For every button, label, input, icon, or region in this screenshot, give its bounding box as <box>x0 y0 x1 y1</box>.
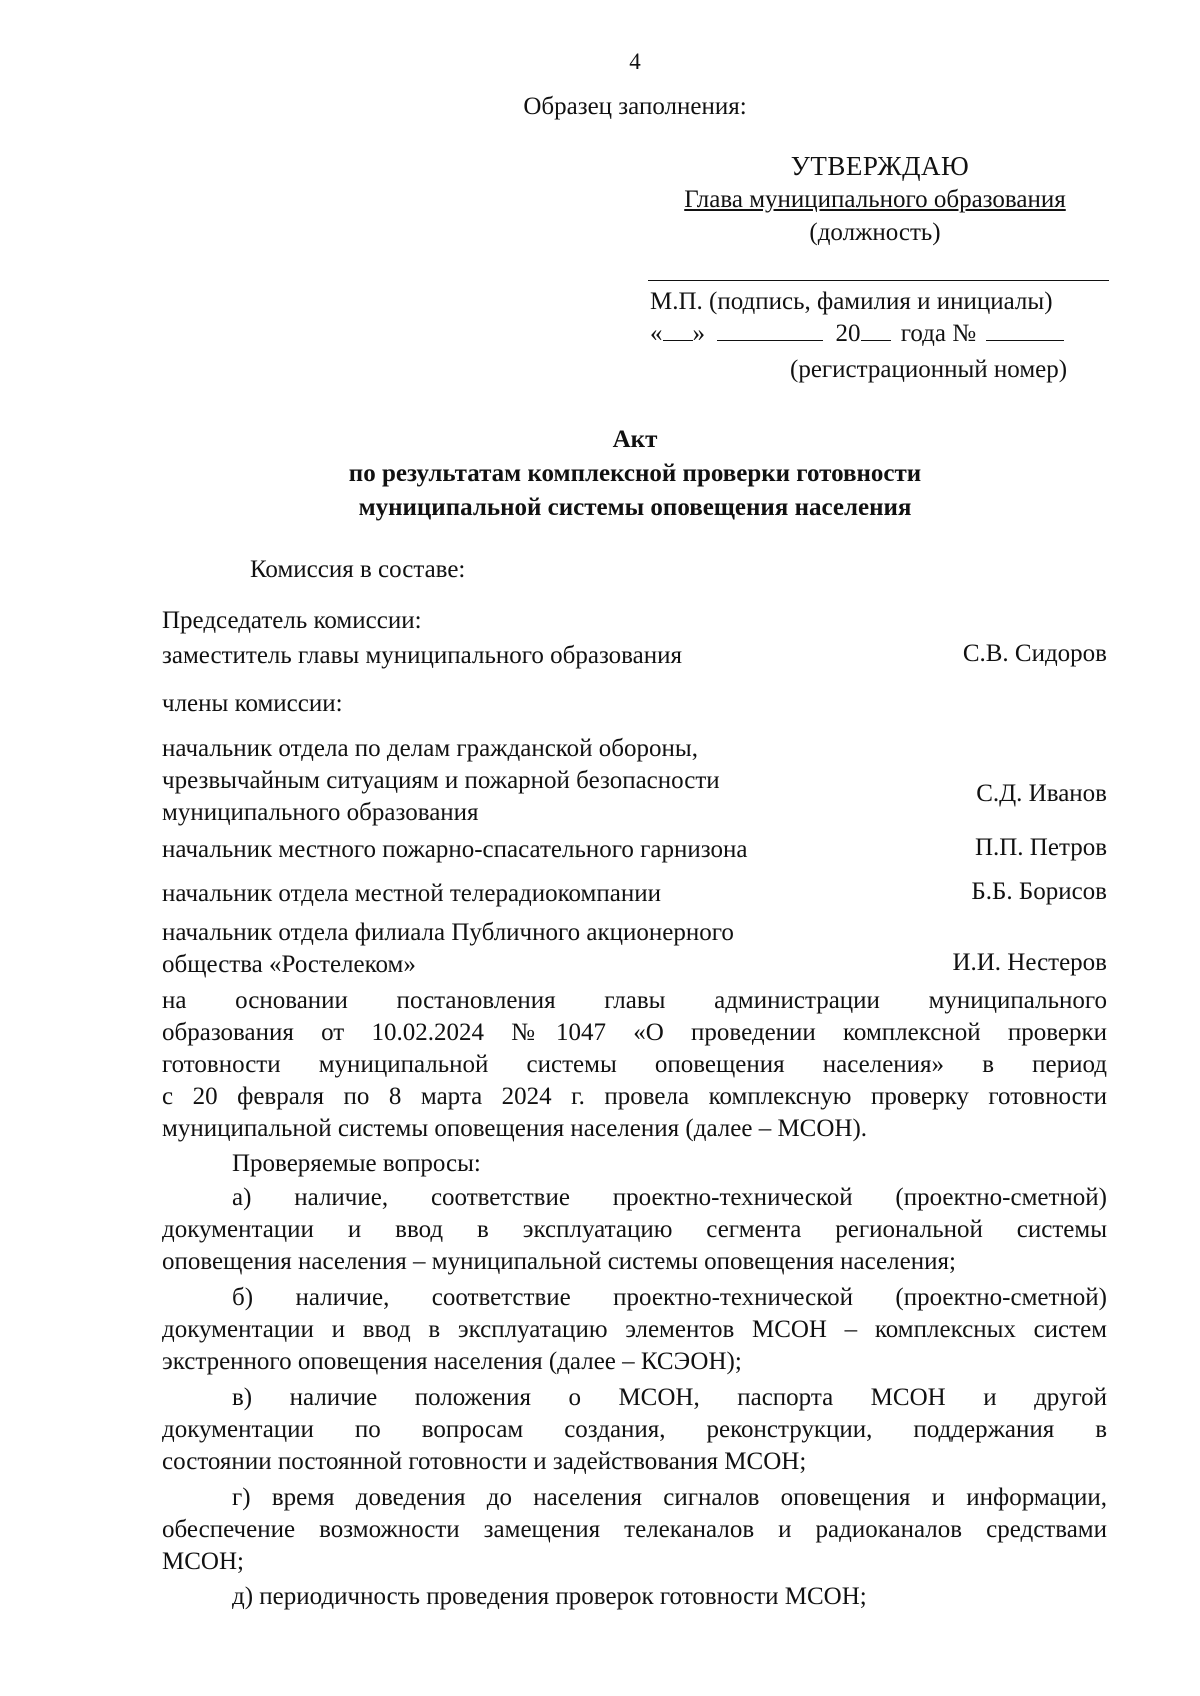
chair-label: Председатель комиссии: <box>162 607 422 634</box>
member-position-line: начальник отдела филиала Публичного акционерного <box>162 919 734 946</box>
commission-intro: Комиссия в составе: <box>250 556 466 583</box>
item-line: документации и ввод в эксплуатацию сегмента региональной системы <box>162 1216 1107 1243</box>
page-number: 4 <box>629 49 641 74</box>
item-line: экстренного оповещения населения (далее – КСЭОН); <box>162 1348 742 1375</box>
approval-block <box>640 150 1110 249</box>
approval-position-caption: (должность) <box>809 219 941 246</box>
item-line: обеспечение возможности замещения телеканалов и радиоканалов средствами <box>162 1516 1107 1543</box>
act-title: Акт <box>612 426 658 453</box>
member-name: Б.Б. Борисов <box>971 878 1107 905</box>
member-position-line: общества «Ростелеком» <box>162 951 416 978</box>
number-blank <box>986 322 1064 341</box>
member-name: С.Д. Иванов <box>976 780 1107 807</box>
registration-caption: (регистрационный номер) <box>790 356 1068 383</box>
approval-position <box>640 183 1110 216</box>
month-blank <box>717 322 823 341</box>
approval-title: УТВЕРЖДАЮ <box>790 151 970 181</box>
member-position-line: муниципального образования <box>162 799 479 826</box>
member-name: П.П. Петров <box>974 834 1107 861</box>
item-line: документации по вопросам создания, реконструкции, поддержания в <box>162 1416 1107 1443</box>
member-position <box>162 733 720 829</box>
checked-label: Проверяемые вопросы: <box>232 1150 481 1177</box>
member-position <box>162 917 734 981</box>
year-prefix: 20 <box>835 320 861 347</box>
member-position-line: чрезвычайным ситуациям и пожарной безопасности <box>162 767 720 794</box>
basis-line: готовности муниципальной системы оповещения населения» в период <box>162 1051 1107 1078</box>
act-subtitle-2: муниципальной системы оповещения населения <box>358 494 912 521</box>
chair-name: С.В. Сидоров <box>962 640 1107 667</box>
year-suffix: года № <box>900 320 977 347</box>
day-blank <box>663 322 693 341</box>
signature-caption: М.П. (подпись, фамилия и инициалы) <box>650 288 1053 315</box>
item-line: оповещения населения – муниципальной системы оповещения населения; <box>162 1248 956 1275</box>
basis-line: образования от 10.02.2024 №1047 «О проведении комплексной проверки <box>162 1019 1107 1046</box>
act-title-block <box>0 423 1200 525</box>
year-blank <box>861 322 891 341</box>
member-name: И.И. Нестеров <box>952 949 1107 976</box>
member-position: начальник отдела местной телерадиокомпании <box>162 880 661 907</box>
date-open-quote: « <box>650 320 663 347</box>
approval-position-text: Глава муниципального образования <box>684 186 1066 213</box>
member-position: начальник местного пожарно-спасательного гарнизона <box>162 836 748 863</box>
item-line: состоянии постоянной готовности и задействования МСОН; <box>162 1448 807 1475</box>
item-line: МСОН; <box>162 1548 244 1575</box>
item-line: а) наличие, соответствие проектно-технической (проектно-сметной) <box>232 1184 1107 1211</box>
item-line: в) наличие положения о МСОН, паспорта МСОН и другой <box>232 1384 1107 1411</box>
sample-label: Образец заполнения: <box>523 93 747 120</box>
basis-line: муниципальной системы оповещения населения (далее – МСОН). <box>162 1115 868 1142</box>
act-subtitle-1: по результатам комплексной проверки готовности <box>348 460 922 487</box>
chair-position: заместитель главы муниципального образования <box>162 642 683 669</box>
item-line: д) периодичность проведения проверок готовности МСОН; <box>232 1583 867 1610</box>
item-line: б) наличие, соответствие проектно-технической (проектно-сметной) <box>232 1284 1107 1311</box>
item-line: документации и ввод в эксплуатацию элементов МСОН – комплексных систем <box>162 1316 1107 1343</box>
approval-date-line <box>650 320 1064 348</box>
basis-line: с 20 февраля по 8 марта 2024 г. провела комплексную проверку готовности <box>162 1083 1107 1110</box>
date-close-quote: » <box>692 320 705 347</box>
basis-line: на основании постановления главы администрации муниципального <box>162 987 1107 1014</box>
member-position-line: начальник отдела по делам гражданской обороны, <box>162 735 698 762</box>
signature-line <box>648 280 1109 281</box>
members-label: члены комиссии: <box>162 690 343 717</box>
item-line: г) время доведения до населения сигналов оповещения и информации, <box>232 1484 1107 1511</box>
